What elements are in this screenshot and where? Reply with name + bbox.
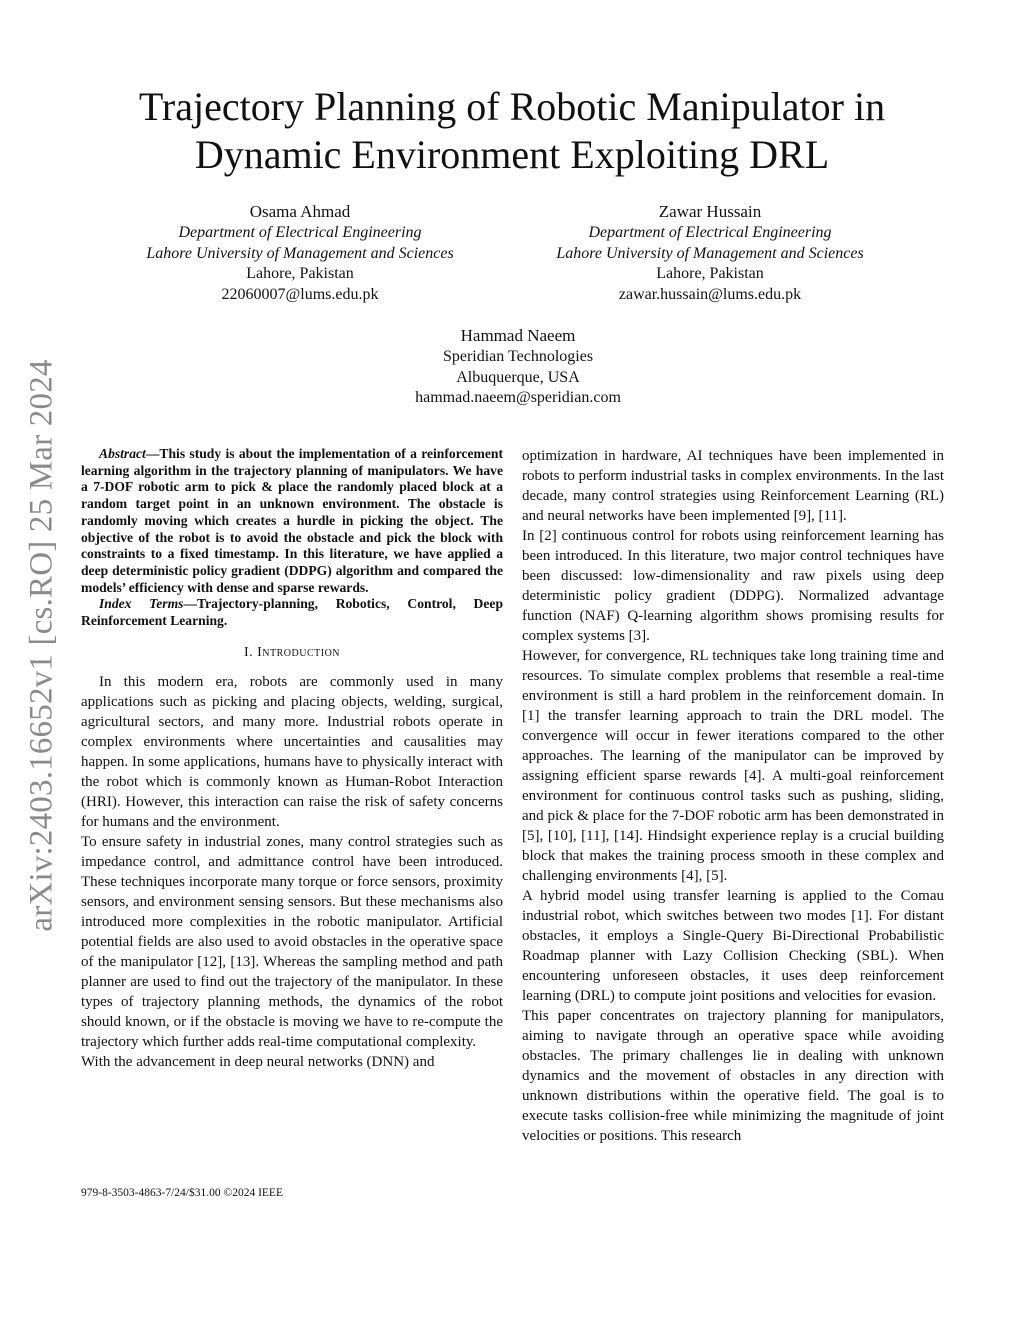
right-column: [522, 446, 944, 1146]
section-title: Introduction: [257, 644, 341, 660]
copyright-footer: 979-8-3503-4863-7/24/$31.00 ©2024 IEEE: [81, 1187, 283, 1199]
body-paragraph: In this modern era, robots are commonly used in many applications such as picking and placing objects, welding, surgical, agricultural sectors, and many more. Industrial robots operate in complex environments where uncertainties and causalities may happen. In some applications, humans have to physically interact with the robot which is commonly known as Human-Robot Interaction (HRI). However, this interaction can raise the risk of safety concerns for humans and the environment.: [81, 673, 503, 830]
abstract-text: —This study is about the implementation of a reinforcement learning algorithm in the trajectory planning of manipulators. We have a 7-DOF robotic arm to pick & place the randomly placed block at a random target point in an unknown environment. The obstacle is randomly moving which creates a hurdle in picking the object. The objective of the robot is to avoid the obstacle and pick the block with constraints to a fixed timestamp. In this literature, we have applied a deep deterministic policy gradient (DDPG) algorithm and compared the models’ efficiency with dense and sparse rewards.: [81, 446, 503, 595]
author-email: 22060007@lums.edu.pk: [221, 286, 379, 304]
author-name: Hammad Naeem: [460, 326, 576, 345]
body-paragraph: A hybrid model using transfer learning is applied to the Comau industrial robot, which switches between two modes [1]. For distant obstacles, it employs a Single-Query Bi-Directional Probabilistic Roadmap planner with Lazy Collision Checking (SBL). When encountering unforeseen obstacles, it uses deep reinforcement learning (DRL) to compute joint positions and velocities for evasion.: [522, 888, 944, 1004]
body-paragraph: In [2] continuous control for robots using reinforcement learning has been introduced. In this literature, two major control techniques have been discussed: low-dimensionality and raw pixels using deep deterministic policy gradient (DDPG). Normalized advantage function (NAF) Q-learning algorithm shows promising results for complex systems [3].: [522, 528, 944, 644]
author-organization: Speridian Technologies: [442, 347, 594, 365]
abstract: [81, 446, 503, 596]
body-paragraph: optimization in hardware, AI techniques have been implemented in robots to perform industrial tasks in complex environments. In the last decade, many control strategies using Reinforcement Learning (RL) and neural networks have been implemented [9], [11].: [522, 448, 945, 524]
section-heading: [81, 643, 503, 663]
index-terms: [81, 596, 503, 629]
body-paragraph: With the advancement in deep neural networks (DNN) and: [81, 1053, 435, 1070]
author-email: zawar.hussain@lums.edu.pk: [618, 286, 802, 304]
author-block-2: [540, 202, 880, 306]
author-block-1: [130, 202, 470, 306]
author-location: Albuquerque, USA: [456, 368, 580, 386]
arxiv-identifier: [8, 350, 76, 940]
body-paragraph: This paper concentrates on trajectory planning for manipulators, aiming to navigate through an operative space while avoiding obstacles. The primary challenges lie in dealing with unknown dynamics and the movement of obstacles in any direction with unknown distributions within the operative field. The goal is to execute tasks collision-free while minimizing the magnitude of joint velocities or positions. This research: [522, 1008, 944, 1144]
author-organization: Lahore University of Management and Sciences: [146, 244, 454, 262]
title-line-1: Trajectory Planning of Robotic Manipulator in: [138, 84, 886, 129]
index-terms-text: —Trajectory-planning, Robotics, Control, Deep Reinforcement Learning.: [81, 596, 504, 629]
author-department: Department of Electrical Engineering: [178, 223, 422, 241]
author-email: hammad.naeem@speridian.com: [415, 389, 621, 407]
author-location: Lahore, Pakistan: [246, 265, 354, 283]
abstract-label: Abstract: [99, 446, 146, 461]
author-name: Zawar Hussain: [658, 202, 762, 221]
index-terms-label: Index Terms: [99, 596, 184, 612]
author-department: Department of Electrical Engineering: [588, 223, 832, 241]
title-line-2: Dynamic Environment Exploiting DRL: [194, 132, 830, 177]
body-paragraph: To ensure safety in industrial zones, many control strategies such as impedance control, and admittance control have been introduced. These techniques incorporate many torque or force sensors, proximity sensors, and environment sensing sensors. But these mechanisms also introduced more complexities in the robotic manipulator. Artificial potential fields are also used to avoid obstacles in the operative space of the manipulator [12], [13]. Whereas the sampling method and path planner are used to find out the trajectory of the manipulator. In these types of trajectory planning methods, the dynamics of the robot should known, or if the obstacle is moving we have to re-compute the trajectory which further adds real-time computational complexity.: [81, 833, 503, 1050]
author-organization: Lahore University of Management and Sciences: [556, 244, 864, 262]
author-name: Osama Ahmad: [249, 202, 351, 221]
author-location: Lahore, Pakistan: [656, 265, 764, 283]
paper-title: [90, 83, 934, 179]
left-column: [81, 446, 503, 1072]
section-number: I.: [243, 644, 258, 660]
body-paragraph: However, for convergence, RL techniques take long training time and resources. To simulate complex problems that resemble a real-time environment is still a hard problem in the reinforcement domain. In [1] the transfer learning approach to train the DRL model. The convergence will occur in fewer iterations compared to the other approaches. The learning of the manipulator can be improved by assigning efficient sparse rewards [4]. A multi-goal reinforcement environment for continuous control tasks such as pushing, sliding, and pick & place for the 7-DOF robotic arm has been demonstrated in [5], [10], [11], [14]. Hindsight experience replay is a crucial building block that makes the training process smooth in these complex and challenging environments [4], [5].: [522, 648, 944, 884]
author-block-3: [350, 326, 686, 409]
arxiv-identifier-text: arXiv:2403.16652v1 [cs.RO] 25 Mar 2024: [23, 358, 60, 932]
